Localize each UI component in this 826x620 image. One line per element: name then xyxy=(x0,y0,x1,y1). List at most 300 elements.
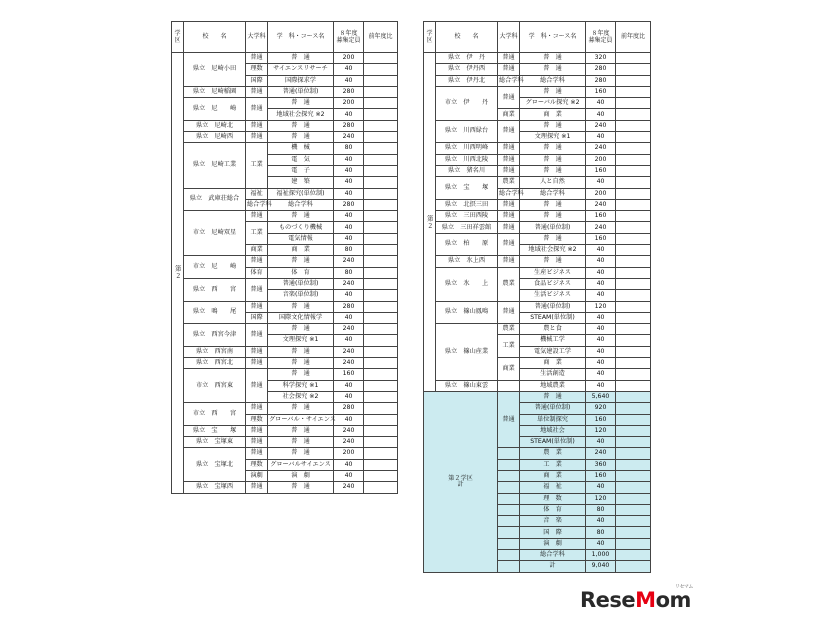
course-cell: 音楽(単位制) xyxy=(268,290,334,301)
school-name: 市立 尼崎双星 xyxy=(184,211,246,256)
dept-cell: 普通 xyxy=(246,346,268,357)
table-row xyxy=(424,165,651,176)
change-cell xyxy=(616,358,651,369)
summary-change xyxy=(616,538,651,549)
capacity-cell: 40 xyxy=(334,290,364,301)
capacity-cell: 240 xyxy=(586,143,616,154)
summary-capacity: 40 xyxy=(586,538,616,549)
course-cell: 普 通 xyxy=(268,403,334,414)
course-cell: 機械工学 xyxy=(520,335,586,346)
dept-cell: 体育 xyxy=(246,267,268,278)
dept-cell: 商業 xyxy=(498,109,520,120)
summary-course: 単位制探究 xyxy=(520,414,586,425)
course-cell: 地域社会探究 ※2 xyxy=(268,109,334,120)
table-row xyxy=(424,177,651,188)
summary-change xyxy=(616,482,651,493)
course-cell: 普 通 xyxy=(268,448,334,459)
course-cell: 普通(単位制) xyxy=(520,301,586,312)
dept-cell: 普通 xyxy=(246,86,268,97)
capacity-cell: 40 xyxy=(334,188,364,199)
capacity-cell: 40 xyxy=(586,98,616,109)
table-row xyxy=(424,120,651,131)
capacity-cell: 280 xyxy=(586,75,616,86)
course-cell: 人と自然 xyxy=(520,177,586,188)
dept-cell: 総合学科 xyxy=(498,188,520,199)
capacity-cell: 80 xyxy=(334,245,364,256)
capacity-cell: 240 xyxy=(586,199,616,210)
change-cell xyxy=(616,64,651,75)
change-cell xyxy=(616,312,651,323)
capacity-cell: 40 xyxy=(586,245,616,256)
capacity-cell: 40 xyxy=(334,154,364,165)
course-cell: 商 業 xyxy=(520,109,586,120)
school-name: 市立 伊 丹 xyxy=(436,86,498,120)
change-cell xyxy=(616,132,651,143)
dept-cell: 普通 xyxy=(246,256,268,267)
school-name: 県立 氷上西 xyxy=(436,256,498,267)
capacity-cell: 240 xyxy=(586,222,616,233)
capacity-cell: 280 xyxy=(334,120,364,131)
change-cell xyxy=(616,75,651,86)
change-cell xyxy=(364,222,398,233)
course-cell: 普 通 xyxy=(268,358,334,369)
summary-dept xyxy=(498,493,520,504)
course-cell: 文理探究 ※1 xyxy=(520,132,586,143)
course-cell: 普 通 xyxy=(520,256,586,267)
summary-change xyxy=(616,459,651,470)
change-cell xyxy=(364,335,398,346)
dept-cell: 普通 xyxy=(498,256,520,267)
course-cell: 演 劇 xyxy=(268,470,334,481)
change-cell xyxy=(616,233,651,244)
change-cell xyxy=(364,98,398,109)
course-cell: 普 通 xyxy=(268,437,334,448)
table-row xyxy=(172,369,398,380)
header-change: 前年度比 xyxy=(364,22,398,53)
summary-row xyxy=(424,391,651,402)
course-cell: 商 業 xyxy=(268,245,334,256)
dept-cell: 普通 xyxy=(498,165,520,176)
course-cell: 総合学科 xyxy=(520,188,586,199)
dept-cell: 商業 xyxy=(246,245,268,256)
capacity-cell: 240 xyxy=(334,482,364,493)
change-cell xyxy=(364,482,398,493)
change-cell xyxy=(364,199,398,210)
header-area: 学区 xyxy=(424,22,436,53)
summary-dept xyxy=(498,516,520,527)
course-cell: 電気建設工学 xyxy=(520,346,586,357)
school-name: 県立 宝 塚 xyxy=(436,177,498,200)
table-row xyxy=(424,267,651,278)
change-cell xyxy=(616,177,651,188)
capacity-cell: 160 xyxy=(586,86,616,97)
course-cell: 食品ビジネス xyxy=(520,278,586,289)
capacity-cell: 160 xyxy=(334,369,364,380)
capacity-cell: 200 xyxy=(586,188,616,199)
capacity-cell: 160 xyxy=(586,233,616,244)
change-cell xyxy=(364,448,398,459)
capacity-cell: 40 xyxy=(586,109,616,120)
change-cell xyxy=(364,75,398,86)
school-name: 県立 尼崎稲園 xyxy=(184,86,246,97)
summary-course: 普 通 xyxy=(520,391,586,402)
school-name: 県立 武庫荘総合 xyxy=(184,188,246,211)
school-name: 県立 宝塚北 xyxy=(184,448,246,482)
summary-capacity: 80 xyxy=(586,504,616,515)
course-cell: 普通(単位制) xyxy=(268,278,334,289)
summary-course: 音 楽 xyxy=(520,516,586,527)
dept-cell: 工業 xyxy=(498,335,520,358)
change-cell xyxy=(364,165,398,176)
school-name: 県立 篠山産業 xyxy=(436,324,498,380)
table-row xyxy=(424,211,651,222)
school-name: 県立 三田西陵 xyxy=(436,211,498,222)
capacity-cell: 240 xyxy=(334,132,364,143)
change-cell xyxy=(364,403,398,414)
capacity-cell: 40 xyxy=(334,414,364,425)
course-cell: 普 通 xyxy=(268,132,334,143)
capacity-cell: 40 xyxy=(586,278,616,289)
summary-label xyxy=(424,391,498,572)
summary-capacity: 40 xyxy=(586,516,616,527)
table-row xyxy=(172,211,398,222)
course-cell: 普 通 xyxy=(520,199,586,210)
summary-capacity: 360 xyxy=(586,459,616,470)
summary-capacity: 9,040 xyxy=(586,561,616,572)
change-cell xyxy=(364,177,398,188)
capacity-cell: 320 xyxy=(586,53,616,64)
dept-cell: 普通 xyxy=(246,301,268,312)
change-cell xyxy=(616,86,651,97)
change-cell xyxy=(364,278,398,289)
dept-cell: 理数 xyxy=(246,64,268,75)
dept-cell: 普通 xyxy=(498,199,520,210)
capacity-cell: 40 xyxy=(586,267,616,278)
change-cell xyxy=(616,267,651,278)
summary-course: 国 際 xyxy=(520,527,586,538)
table-row xyxy=(172,188,398,199)
course-cell: 国際探求学 xyxy=(268,75,334,86)
change-cell xyxy=(364,312,398,323)
summary-course: 商 業 xyxy=(520,470,586,481)
summary-capacity: 920 xyxy=(586,403,616,414)
school-name: 県立 川西緑台 xyxy=(436,120,498,143)
course-cell: 電 子 xyxy=(268,165,334,176)
capacity-cell: 40 xyxy=(334,64,364,75)
course-cell: 普 通 xyxy=(268,256,334,267)
course-cell: グローバル・サイエンス xyxy=(268,414,334,425)
course-cell: 普 通 xyxy=(520,64,586,75)
table-row xyxy=(172,403,398,414)
header-course: 学 科・コース名 xyxy=(520,22,586,53)
course-cell: グローバル探究 ※2 xyxy=(520,98,586,109)
dept-cell: 普通 xyxy=(246,53,268,64)
header-capacity: ８年度 募集定員 xyxy=(334,22,364,53)
dept-cell: 普通 xyxy=(498,86,520,109)
course-cell: 普 通 xyxy=(520,165,586,176)
course-cell: STEAM(単位制) xyxy=(520,312,586,323)
dept-cell: 普通 xyxy=(246,425,268,436)
capacity-cell: 40 xyxy=(586,132,616,143)
school-name: 県立 尼崎小田 xyxy=(184,53,246,87)
capacity-cell: 40 xyxy=(586,290,616,301)
summary-dept xyxy=(498,459,520,470)
capacity-cell: 40 xyxy=(334,380,364,391)
table-row xyxy=(172,132,398,143)
capacity-cell: 240 xyxy=(334,358,364,369)
capacity-cell: 240 xyxy=(334,437,364,448)
course-cell: 普 通 xyxy=(520,154,586,165)
dept-cell: 普通 xyxy=(246,482,268,493)
summary-change xyxy=(616,527,651,538)
capacity-cell: 40 xyxy=(334,391,364,402)
course-cell: 普 通 xyxy=(520,233,586,244)
school-name: 県立 宝塚西 xyxy=(184,482,246,493)
table-row xyxy=(172,278,398,289)
change-cell xyxy=(364,470,398,481)
table-row xyxy=(424,324,651,335)
dept-cell: 普通 xyxy=(246,369,268,403)
course-cell: 生産ビジネス xyxy=(520,267,586,278)
course-cell: 普 通 xyxy=(268,120,334,131)
change-cell xyxy=(616,154,651,165)
capacity-cell: 80 xyxy=(334,143,364,154)
capacity-cell: 200 xyxy=(334,448,364,459)
table-row xyxy=(172,437,398,448)
header-change: 前年度比 xyxy=(616,22,651,53)
course-cell: 電気情報 xyxy=(268,233,334,244)
capacity-cell: 40 xyxy=(586,369,616,380)
table-row xyxy=(172,324,398,335)
dept-cell: 普通 xyxy=(246,278,268,301)
dept-cell: 演劇 xyxy=(246,470,268,481)
table-row xyxy=(424,222,651,233)
summary-capacity: 80 xyxy=(586,527,616,538)
change-cell xyxy=(364,358,398,369)
capacity-cell: 240 xyxy=(334,425,364,436)
dept-cell: 福祉 xyxy=(246,188,268,199)
course-cell: 普 通 xyxy=(268,369,334,380)
school-name: 県立 川西北陵 xyxy=(436,154,498,165)
course-cell: 普 通 xyxy=(268,301,334,312)
change-cell xyxy=(364,188,398,199)
change-cell xyxy=(364,301,398,312)
change-cell xyxy=(364,369,398,380)
summary-course: STEAM(単位制) xyxy=(520,437,586,448)
course-cell: 商 業 xyxy=(520,358,586,369)
change-cell xyxy=(364,290,398,301)
course-cell: 生活創造 xyxy=(520,369,586,380)
table-row xyxy=(172,346,398,357)
table-row xyxy=(424,64,651,75)
dept-cell: 総合学科 xyxy=(498,75,520,86)
school-name: 県立 尼 崎 xyxy=(184,98,246,121)
change-cell xyxy=(364,143,398,154)
dept-cell: 普通 xyxy=(498,154,520,165)
dept-cell: 普通 xyxy=(246,448,268,459)
course-cell: 普 通 xyxy=(268,98,334,109)
course-cell: 科学探究 ※1 xyxy=(268,380,334,391)
capacity-cell: 240 xyxy=(334,324,364,335)
summary-capacity: 120 xyxy=(586,425,616,436)
capacity-cell: 160 xyxy=(586,211,616,222)
course-cell: 総合学科 xyxy=(520,75,586,86)
course-cell: 地域社会探究 ※2 xyxy=(520,245,586,256)
school-name: 県立 三田祥雲館 xyxy=(436,222,498,233)
capacity-cell: 280 xyxy=(334,403,364,414)
summary-course: 演 劇 xyxy=(520,538,586,549)
school-name: 県立 宝塚東 xyxy=(184,437,246,448)
capacity-cell: 200 xyxy=(334,98,364,109)
change-cell xyxy=(616,98,651,109)
area-cell: 第２ xyxy=(424,53,436,392)
school-name: 県立 西宮今津 xyxy=(184,324,246,347)
change-cell xyxy=(364,425,398,436)
capacity-cell: 280 xyxy=(334,86,364,97)
change-cell xyxy=(616,290,651,301)
capacity-cell: 40 xyxy=(334,109,364,120)
change-cell xyxy=(364,437,398,448)
change-cell xyxy=(616,324,651,335)
dept-cell: 普通 xyxy=(498,120,520,143)
summary-course: 農 業 xyxy=(520,448,586,459)
change-cell xyxy=(364,346,398,357)
header-school: 校 名 xyxy=(436,22,498,53)
change-cell xyxy=(616,188,651,199)
change-cell xyxy=(616,211,651,222)
change-cell xyxy=(364,324,398,335)
course-cell: 普 通 xyxy=(520,86,586,97)
dept-cell xyxy=(498,380,520,391)
summary-dept xyxy=(498,448,520,459)
summary-course: 普通(単位制) xyxy=(520,403,586,414)
table-row xyxy=(424,143,651,154)
course-cell: 普 通 xyxy=(268,482,334,493)
header-school: 校 名 xyxy=(184,22,246,53)
capacity-cell: 40 xyxy=(586,346,616,357)
change-cell xyxy=(616,256,651,267)
summary-dept xyxy=(498,470,520,481)
summary-dept xyxy=(498,527,520,538)
dept-cell: 普通 xyxy=(246,358,268,369)
summary-change xyxy=(616,504,651,515)
course-cell: 生活ビジネス xyxy=(520,290,586,301)
course-cell: 普 通 xyxy=(268,324,334,335)
change-cell xyxy=(616,53,651,64)
course-cell: 普通(単位制) xyxy=(520,222,586,233)
summary-dept xyxy=(498,482,520,493)
summary-change xyxy=(616,550,651,561)
table-row xyxy=(424,75,651,86)
dept-cell: 普通 xyxy=(498,143,520,154)
table-row xyxy=(172,120,398,131)
change-cell xyxy=(616,165,651,176)
dept-cell: 普通 xyxy=(246,324,268,347)
capacity-cell: 280 xyxy=(586,64,616,75)
summary-capacity: 1,000 xyxy=(586,550,616,561)
dept-cell: 普通 xyxy=(246,132,268,143)
summary-change xyxy=(616,425,651,436)
table-row xyxy=(172,143,398,154)
course-cell: グローバルサイエンス xyxy=(268,459,334,470)
dept-cell: 普通 xyxy=(498,64,520,75)
change-cell xyxy=(364,120,398,131)
school-name: 県立 猪名川 xyxy=(436,165,498,176)
table-row xyxy=(172,86,398,97)
school-name: 県立 伊丹北 xyxy=(436,75,498,86)
table-row xyxy=(172,301,398,312)
course-cell: 体 育 xyxy=(268,267,334,278)
summary-course: 体 育 xyxy=(520,504,586,515)
course-cell: ものづくり機械 xyxy=(268,222,334,233)
dept-cell: 普通 xyxy=(498,53,520,64)
capacity-cell: 40 xyxy=(334,312,364,323)
area-cell: 第２ xyxy=(172,53,184,494)
table-row xyxy=(424,256,651,267)
capacity-cell: 40 xyxy=(586,312,616,323)
dept-cell: 国際 xyxy=(246,75,268,86)
summary-course: 理 数 xyxy=(520,493,586,504)
capacity-cell: 40 xyxy=(334,459,364,470)
summary-dept xyxy=(498,538,520,549)
summary-label-total: 計 xyxy=(457,480,464,488)
table-row xyxy=(424,301,651,312)
change-cell xyxy=(364,53,398,64)
capacity-cell: 240 xyxy=(334,278,364,289)
dept-cell: 普通 xyxy=(498,233,520,256)
right-admission-table xyxy=(423,21,651,573)
summary-capacity: 5,640 xyxy=(586,391,616,402)
dept-cell: 農業 xyxy=(498,267,520,301)
table-row xyxy=(424,199,651,210)
summary-capacity: 240 xyxy=(586,448,616,459)
header-dept: 大学科 xyxy=(498,22,520,53)
dept-cell: 普通 xyxy=(246,98,268,121)
summary-course: 計 xyxy=(520,561,586,572)
course-cell: 普 通 xyxy=(520,120,586,131)
capacity-cell: 120 xyxy=(586,301,616,312)
school-name: 県立 柏 原 xyxy=(436,233,498,256)
change-cell xyxy=(364,64,398,75)
summary-dept xyxy=(498,504,520,515)
school-name: 県立 氷 上 xyxy=(436,267,498,301)
summary-change xyxy=(616,391,651,402)
school-name: 県立 西宮南 xyxy=(184,346,246,357)
dept-cell: 国際 xyxy=(246,312,268,323)
school-name: 県立 鳴 尾 xyxy=(184,301,246,324)
course-cell: 普 通 xyxy=(268,425,334,436)
summary-change xyxy=(616,437,651,448)
capacity-cell: 40 xyxy=(334,177,364,188)
table-row xyxy=(424,86,651,97)
change-cell xyxy=(364,267,398,278)
capacity-cell: 280 xyxy=(334,301,364,312)
change-cell xyxy=(364,233,398,244)
capacity-cell: 40 xyxy=(334,165,364,176)
dept-cell: 普通 xyxy=(498,301,520,324)
capacity-cell: 40 xyxy=(334,211,364,222)
summary-course: 総合学科 xyxy=(520,550,586,561)
school-name: 県立 川西明峰 xyxy=(436,143,498,154)
school-name: 県立 尼崎西 xyxy=(184,132,246,143)
dept-cell: 総合学科 xyxy=(246,199,268,210)
dept-cell: 商業 xyxy=(498,358,520,381)
dept-cell: 普通 xyxy=(246,120,268,131)
summary-course: 地域社会 xyxy=(520,425,586,436)
dept-cell: 普通 xyxy=(498,211,520,222)
school-name: 市立 西 宮 xyxy=(184,403,246,426)
summary-dept: 普通 xyxy=(498,391,520,447)
